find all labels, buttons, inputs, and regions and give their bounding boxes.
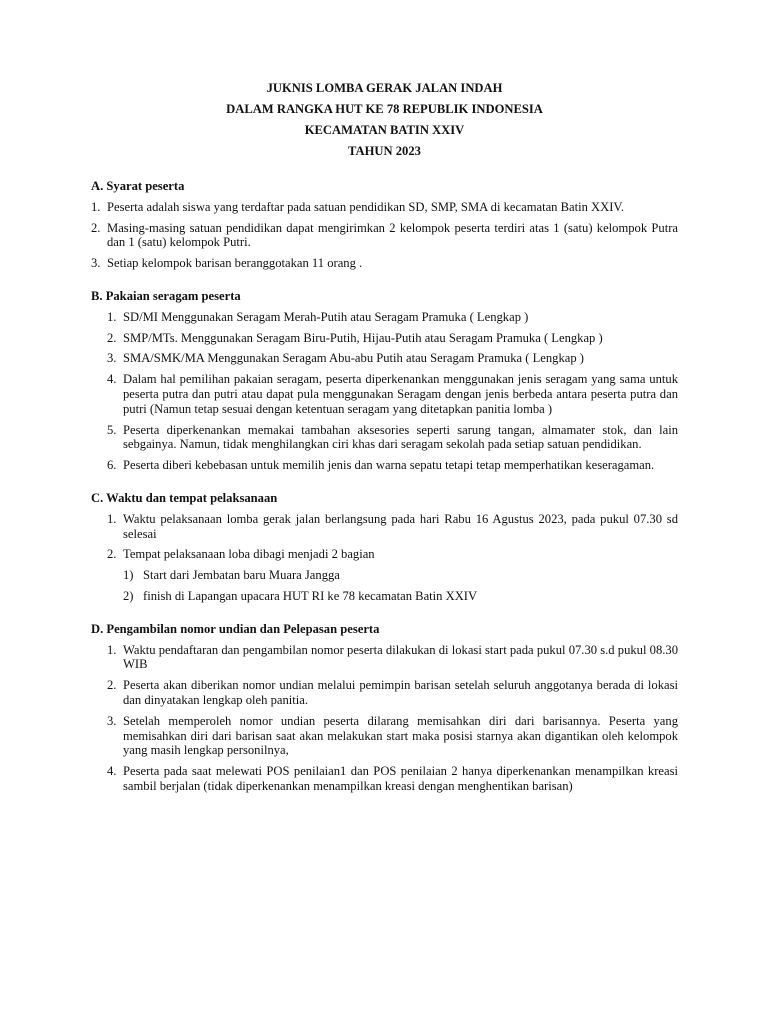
list-item <box>91 512 678 542</box>
list-item <box>91 714 678 758</box>
list-item <box>91 331 678 346</box>
list-number: 1. <box>91 199 101 214</box>
list-text: Waktu pendaftaran dan pengambilan nomor peserta dilakukan di lokasi start pada pukul 07.30 s.d pukul 08.30 WIB <box>123 642 678 672</box>
title-line-3: KECAMATAN BATIN XXIV <box>304 123 465 137</box>
section-c-heading: C. Waktu dan tempat pelaksanaan <box>91 490 278 505</box>
list-text: Setelah memperoleh nomor undian peserta dilarang memisahkan diri dari barisannya. Peserta yang memisahkan diri dari barisan saat akan melakukan start maka posisi starnya akan digantikan oleh kelompok yang masih lengkap personilnya, <box>123 713 678 758</box>
list-text: Waktu pelaksanaan lomba gerak jalan berlangsung pada hari Rabu 16 Agustus 2023, pada pukul 07.30 sd selesai <box>123 511 678 541</box>
section-b <box>91 289 678 473</box>
list-number: 2. <box>107 330 117 345</box>
sub-list-item <box>91 589 678 604</box>
list-text: Peserta diperkenankan memakai tambahan aksesories seperti sarung tangan, almamater stok, dan lain sebgainya. Namun, tidak menghilangkan ciri khas dari seragam sekolah pada setiap satuan pendidikan. <box>123 422 678 452</box>
section-d-heading: D. Pengambilan nomor undian dan Pelepasan peserta <box>91 621 380 636</box>
sub-list-text: finish di Lapangan upacara HUT RI ke 78 kecamatan Batin XXIV <box>143 588 478 603</box>
list-number: 2. <box>107 547 117 562</box>
document-page <box>91 78 678 812</box>
list-text: SMA/SMK/MA Menggunakan Seragam Abu-abu Putih atau Seragam Pramuka ( Lengkap ) <box>123 351 584 366</box>
list-item <box>91 221 678 251</box>
list-text: SMP/MTs. Menggunakan Seragam Biru-Putih, Hijau-Putih atau Seragam Pramuka ( Lengkap ) <box>123 330 603 345</box>
list-number: 2. <box>91 220 101 235</box>
list-number: 5. <box>107 422 117 437</box>
list-text: Dalam hal pemilihan pakaian seragam, peserta diperkenankan menggunakan jenis seragam yang sama untuk peserta putra dan putri atau dapat pula menggunakan Seragam dengan jenis berbeda antara peserta putra dan putri (Namun tetap sesuai dengan ketentuan seragam yang ditetapkan panitia lomba ) <box>123 372 678 416</box>
section-d <box>91 622 678 794</box>
list-item <box>91 200 678 215</box>
title-line-2: DALAM RANGKA HUT KE 78 REPUBLIK INDONESIA <box>226 102 543 116</box>
list-item <box>91 351 678 366</box>
list-number: 6. <box>107 458 117 473</box>
list-text: Peserta diberi kebebasan untuk memilih jenis dan warna sepatu tetapi tetap memperhatikan keseragaman. <box>123 458 655 473</box>
sub-list-item <box>91 568 678 583</box>
section-c <box>91 491 678 604</box>
section-a <box>91 179 678 271</box>
list-item <box>91 310 678 325</box>
list-number: 4. <box>107 764 117 779</box>
list-number: 1. <box>107 309 117 324</box>
list-text: Masing-masing satuan pendidikan dapat mengirimkan 2 kelompok peserta terdiri atas 1 (satu) kelompok Putra dan 1 (satu) kelompok Putri. <box>107 220 678 250</box>
list-text: SD/MI Menggunakan Seragam Merah-Putih atau Seragam Pramuka ( Lengkap ) <box>123 309 529 324</box>
list-item <box>91 423 678 453</box>
list-number: 1. <box>107 642 117 657</box>
list-text: Setiap kelompok barisan beranggotakan 11 orang . <box>107 256 363 271</box>
sub-list-number: 2) <box>123 588 134 603</box>
list-text: Peserta pada saat melewati POS penilaian1 dan POS penilaian 2 hanya diperkenankan menampilkan kreasi sambil berjalan (tidak diperkenankan menampilkan kreasi dengan menghentikan barisan) <box>123 764 678 793</box>
list-number: 1. <box>107 511 117 526</box>
list-number: 3. <box>107 351 117 366</box>
title-line-4: TAHUN 2023 <box>348 144 421 158</box>
list-text: Tempat pelaksanaan loba dibagi menjadi 2 bagian <box>123 547 375 562</box>
list-item <box>91 643 678 673</box>
list-item <box>91 458 678 473</box>
list-number: 3. <box>91 256 101 271</box>
list-item <box>91 547 678 562</box>
sub-list-text: Start dari Jembatan baru Muara Jangga <box>143 568 340 583</box>
list-text: Peserta adalah siswa yang terdaftar pada satuan pendidikan SD, SMP, SMA di kecamatan Batin XXIV. <box>107 199 625 214</box>
document-title <box>91 78 678 162</box>
list-number: 4. <box>107 372 117 387</box>
list-number: 3. <box>107 713 117 728</box>
list-text: Peserta akan diberikan nomor undian melalui pemimpin barisan setelah seluruh anggotanya berada di lokasi dan dinyatakan lengkap oleh panitia. <box>123 678 678 707</box>
list-number: 2. <box>107 678 117 693</box>
title-line-1: JUKNIS LOMBA GERAK JALAN INDAH <box>266 81 503 95</box>
section-b-heading: B. Pakaian seragam peserta <box>91 288 241 303</box>
list-item <box>91 678 678 708</box>
sub-list-number: 1) <box>123 568 134 583</box>
list-item <box>91 372 678 416</box>
section-a-heading: A. Syarat peserta <box>91 179 185 193</box>
list-item <box>91 764 678 794</box>
list-item <box>91 256 678 271</box>
